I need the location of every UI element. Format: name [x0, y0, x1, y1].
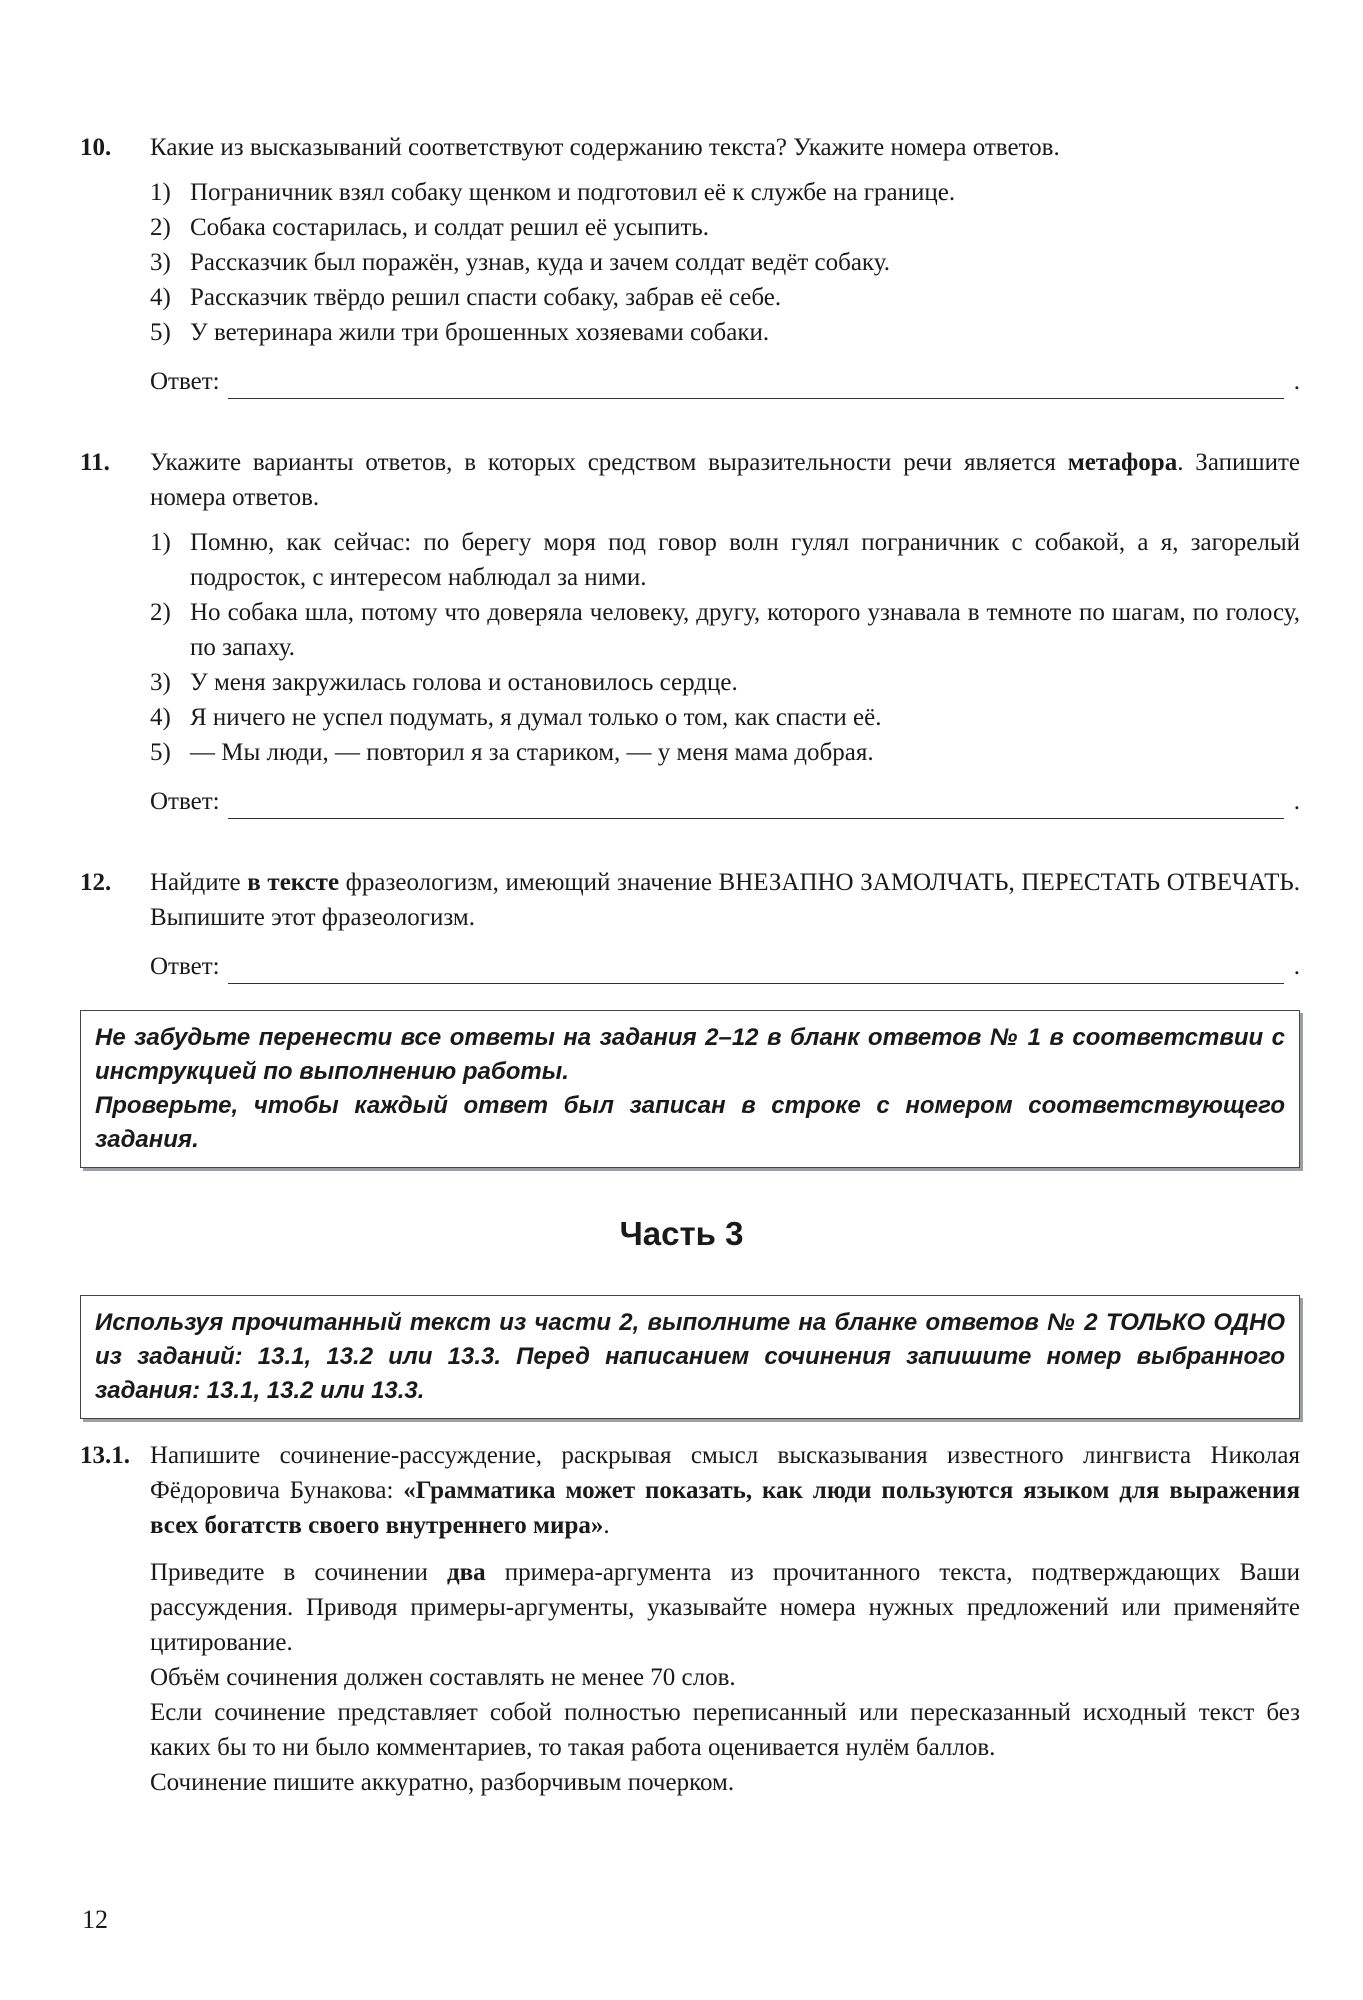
question-number: 10. [80, 134, 112, 161]
option-item [150, 665, 1300, 700]
question-number: 11. [80, 449, 110, 476]
term-in-text: в тексте [247, 869, 340, 896]
answer-label: Ответ: [150, 788, 220, 815]
instruction-text: Используя прочитанный текст из части 2, выполните на бланке ответов № 2 ТОЛЬКО ОДНО из заданий: 13.1, 13.2 или 13.3. Перед написанием сочинения запишите номер выбранного задания: 13.1, 13.2 или 13.3. [95, 1309, 1285, 1404]
question-stem: Укажите варианты ответов, в которых средством выразительности речи является метафора. Запишите номера ответов. [150, 449, 1301, 511]
emphasis-two: два [447, 1559, 486, 1586]
question-12 [80, 865, 1300, 984]
reminder-line-2: Проверьте, чтобы каждый ответ был записан в строке с номером соответствующего задания. [95, 1092, 1285, 1153]
option-item [150, 525, 1300, 595]
term-metaphor: метафора [1067, 449, 1178, 476]
answer-row: Ответ: . [150, 364, 1300, 399]
option-item [150, 280, 1300, 315]
answer-row: Ответ: . [150, 784, 1300, 819]
option-number: 2) [150, 214, 171, 241]
option-text: Рассказчик был поражён, узнав, куда и зачем солдат ведёт собаку. [190, 249, 890, 276]
option-item [150, 245, 1300, 280]
option-number: 5) [150, 739, 171, 766]
option-number: 1) [150, 529, 171, 556]
instruction-paragraph: Если сочинение представляет собой полностью переписанный или пересказанный исходный текст без каких бы то ни было комментариев, то такая работа оценивается нулём баллов. [150, 1699, 1300, 1761]
option-item [150, 595, 1300, 665]
question-stem: Какие из высказываний соответствуют содержанию текста? Укажите номера ответов. [150, 134, 1060, 161]
answer-row: Ответ: . [150, 949, 1300, 984]
quote: «Грамматика может показать, как люди пользуются языком для выражения всех богатств своего внутреннего мира» [150, 1477, 1300, 1539]
options-list [150, 525, 1300, 770]
option-number: 4) [150, 704, 171, 731]
option-text: Пограничник взял собаку щенком и подготовил её к службе на границе. [190, 179, 956, 206]
option-number: 2) [150, 599, 171, 626]
option-text: У меня закружилась голова и остановилось сердце. [190, 669, 738, 696]
instruction-paragraph: Приведите в сочинении два примера-аргумента из прочитанного текста, подтверждающих Ваши рассуждения. Приводя примеры-аргументы, указывайте номера нужных предложений или применяйте цитирование. [150, 1559, 1301, 1656]
option-number: 4) [150, 284, 171, 311]
options-list [150, 175, 1300, 350]
option-text: Но собака шла, потому что доверяла человеку, другу, которого узнавала в темноте по шагам, по голосу, по запаху. [190, 599, 1300, 661]
answer-line[interactable] [228, 374, 1284, 399]
option-text: Собака состарилась, и солдат решил её усыпить. [190, 214, 710, 241]
question-13-1 [80, 1438, 1300, 1800]
answer-label: Ответ: [150, 368, 220, 395]
question-stem: Найдите в тексте фразеологизм, имеющий значение ВНЕЗАПНО ЗАМОЛЧАТЬ, ПЕРЕСТАТЬ ОТВЕЧАТЬ. Выпишите этот фразеологизм. [150, 869, 1300, 931]
option-text: Рассказчик твёрдо решил спасти собаку, забрав её себе. [190, 284, 782, 311]
question-number: 13.1. [80, 1442, 130, 1469]
part3-heading: Часть 3 [619, 1215, 744, 1252]
question-number: 12. [80, 869, 112, 896]
question-stem: Напишите сочинение-рассуждение, раскрывая смысл высказывания известного лингвиста Николая Фёдоровича Бунакова: «Грамматика может показать, как люди пользуются языком для выражения всех богатств своего внутреннего мира». [150, 1442, 1300, 1539]
option-number: 3) [150, 249, 171, 276]
option-text: Помню, как сейчас: по берегу моря под говор волн гулял пограничник с собакой, а я, загорелый подросток, с интересом наблюдал за ними. [190, 529, 1300, 591]
option-item [150, 700, 1300, 735]
reminder-box [80, 1010, 1300, 1168]
question-10 [80, 130, 1300, 399]
option-number: 5) [150, 319, 171, 346]
option-item [150, 315, 1300, 350]
reminder-line-1: Не забудьте перенести все ответы на задания 2–12 в бланк ответов № 1 в соответствии с инструкцией по выполнению работы. [95, 1024, 1285, 1085]
option-text: У ветеринара жили три брошенных хозяевами собаки. [190, 319, 770, 346]
option-item [150, 210, 1300, 245]
option-text: — Мы люди, — повторил я за стариком, — у меня мама добрая. [190, 739, 874, 766]
answer-line[interactable] [228, 794, 1284, 819]
option-number: 1) [150, 179, 171, 206]
instruction-box [80, 1295, 1300, 1419]
page-number: 12 [82, 1905, 108, 1934]
option-item [150, 735, 1300, 770]
option-number: 3) [150, 669, 171, 696]
answer-label: Ответ: [150, 953, 220, 980]
question-11 [80, 445, 1300, 819]
option-item [150, 175, 1300, 210]
instruction-paragraph: Сочинение пишите аккуратно, разборчивым почерком. [150, 1769, 735, 1796]
instruction-paragraph: Объём сочинения должен составлять не менее 70 слов. [150, 1664, 736, 1691]
answer-line[interactable] [228, 959, 1284, 984]
option-text: Я ничего не успел подумать, я думал только о том, как спасти её. [190, 704, 882, 731]
